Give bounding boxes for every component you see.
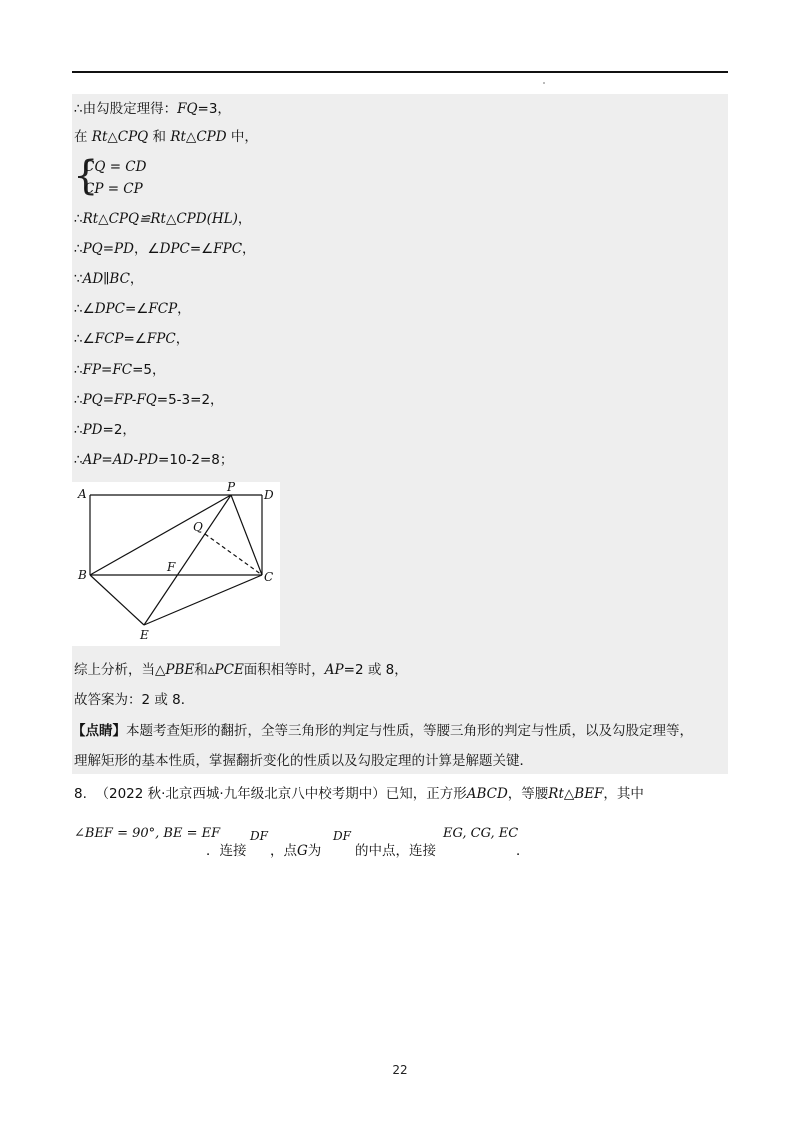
- text: =∠: [189, 241, 214, 257]
- math: FPC: [146, 331, 176, 347]
- math: FCP: [148, 301, 178, 317]
- math: ABCD: [466, 786, 508, 802]
- solution-line-6: [74, 300, 191, 318]
- math: AD∥BC: [82, 271, 130, 287]
- text: ，: [175, 331, 190, 347]
- segment-be: [90, 575, 144, 625]
- math: AP: [324, 662, 344, 678]
- text: ，: [237, 211, 252, 227]
- math: FP=FC: [82, 362, 133, 378]
- math: FCP: [94, 331, 124, 347]
- problem-number: 8.: [74, 786, 87, 802]
- problem-8-df2: DF: [333, 829, 351, 843]
- math: FQ: [177, 101, 198, 117]
- math: PQ=FP-FQ: [82, 392, 157, 408]
- text: 在: [74, 129, 92, 145]
- text: =5-3=2，: [156, 392, 224, 408]
- text: ∴由勾股定理得：: [74, 101, 178, 117]
- text: 和: [148, 129, 171, 145]
- math: Rt△CPD: [170, 129, 227, 145]
- problem-8-period: ．: [516, 843, 530, 859]
- solution-line-2: [74, 128, 258, 146]
- math: G: [297, 843, 308, 859]
- text: 综上分析，当: [74, 662, 155, 678]
- text: =5，: [132, 362, 166, 378]
- text: ∴: [74, 392, 83, 408]
- math: PD: [82, 422, 103, 438]
- text: ∴: [74, 422, 83, 438]
- system-eq-1: CQ = CD: [84, 159, 147, 175]
- text: =∠: [124, 301, 149, 317]
- math: ▵PCE: [207, 662, 244, 678]
- label-f: F: [167, 560, 176, 574]
- system-brace: {: [73, 153, 99, 199]
- text: ∴∠: [74, 301, 95, 317]
- text: ，: [177, 301, 191, 317]
- problem-8-df1: DF: [250, 829, 268, 843]
- text: =2，: [102, 422, 136, 438]
- comment-line-2: 理解矩形的基本性质，掌握翻折变化的性质以及勾股定理的计算是解题关键．: [74, 753, 533, 769]
- text: ∴: [74, 211, 83, 227]
- text: ，: [242, 241, 256, 257]
- text: 面积相等时，: [243, 662, 325, 678]
- segment-pc: [231, 495, 262, 575]
- text: ，∠: [133, 241, 160, 257]
- label-e: E: [140, 628, 149, 642]
- comment-tag: 【点睛】: [72, 723, 126, 739]
- math: AP=AD-PD: [82, 452, 159, 468]
- math: FPC: [213, 241, 243, 257]
- solution-line-9: [74, 391, 224, 409]
- text: ∴: [74, 241, 83, 257]
- problem-8-segs: EG, CG, EC: [443, 826, 519, 841]
- text: =3，: [197, 101, 231, 117]
- text: ∴∠: [74, 331, 95, 347]
- text: ，其中: [603, 786, 644, 802]
- figure-svg: [72, 482, 280, 646]
- solution-line-11: [74, 451, 233, 469]
- solution-line-10: [74, 421, 136, 439]
- text: 本题考查矩形的翻折，全等三角形的判定与性质，等腰三角形的判定与性质，以及勾股定理等，: [126, 723, 693, 739]
- solution-line-4: [74, 240, 256, 258]
- problem-8-line-1: [74, 785, 644, 803]
- text: 中，: [226, 129, 258, 145]
- solution-line-8: [74, 361, 165, 379]
- text: =2 或 8，: [343, 662, 408, 678]
- label-p: P: [227, 482, 236, 494]
- text: ∴: [74, 452, 83, 468]
- problem-8-connect: ．连接: [206, 843, 247, 859]
- label-b: B: [78, 568, 87, 582]
- solution-line-3: [74, 210, 251, 228]
- header-dot: [543, 82, 545, 84]
- geometry-figure: [72, 482, 280, 646]
- system-eq-2: CP = CP: [84, 181, 143, 197]
- text: =10-2=8；: [158, 452, 234, 468]
- problem-8-condition: ∠BEF = 90°, BE = EF: [74, 826, 221, 841]
- text: ，等腰: [507, 786, 549, 802]
- text: ∴: [74, 362, 83, 378]
- summary-line: [74, 661, 408, 679]
- solution-line-5: [74, 270, 143, 288]
- math: △PBE: [155, 662, 195, 678]
- text: 和: [194, 662, 208, 678]
- problem-8-midpoint: 的中点，连接: [355, 843, 436, 859]
- math: Rt△CPQ≌Rt△CPD(HL): [82, 211, 238, 227]
- text: 为: [307, 843, 322, 859]
- text: ，点: [270, 843, 297, 859]
- label-d: D: [264, 488, 274, 502]
- segment-ec: [144, 575, 262, 625]
- text: =∠: [123, 331, 147, 347]
- text: （2022 秋·北京西城·九年级北京八中校考期中）已知，正方形: [95, 786, 467, 802]
- answer-line: 故答案为：2 或 8．: [74, 692, 195, 708]
- label-q: Q: [193, 520, 203, 534]
- header-rule: [72, 71, 728, 73]
- solution-line-7: [74, 330, 189, 348]
- text: ，: [129, 271, 144, 287]
- segment-bp: [90, 495, 231, 575]
- text: ∵: [74, 271, 83, 287]
- comment-line-1: [72, 722, 693, 740]
- label-c: C: [264, 570, 274, 584]
- math: DPC: [159, 241, 190, 257]
- math: Rt△BEF: [548, 786, 604, 802]
- page-number: 22: [392, 1063, 408, 1077]
- math: PQ=PD: [82, 241, 134, 257]
- problem-8-point: [270, 842, 321, 860]
- segment-pe: [144, 495, 231, 625]
- math: DPC: [94, 301, 125, 317]
- math: Rt△CPQ: [91, 129, 149, 145]
- solution-line-1: [74, 100, 231, 118]
- label-a: A: [78, 487, 87, 501]
